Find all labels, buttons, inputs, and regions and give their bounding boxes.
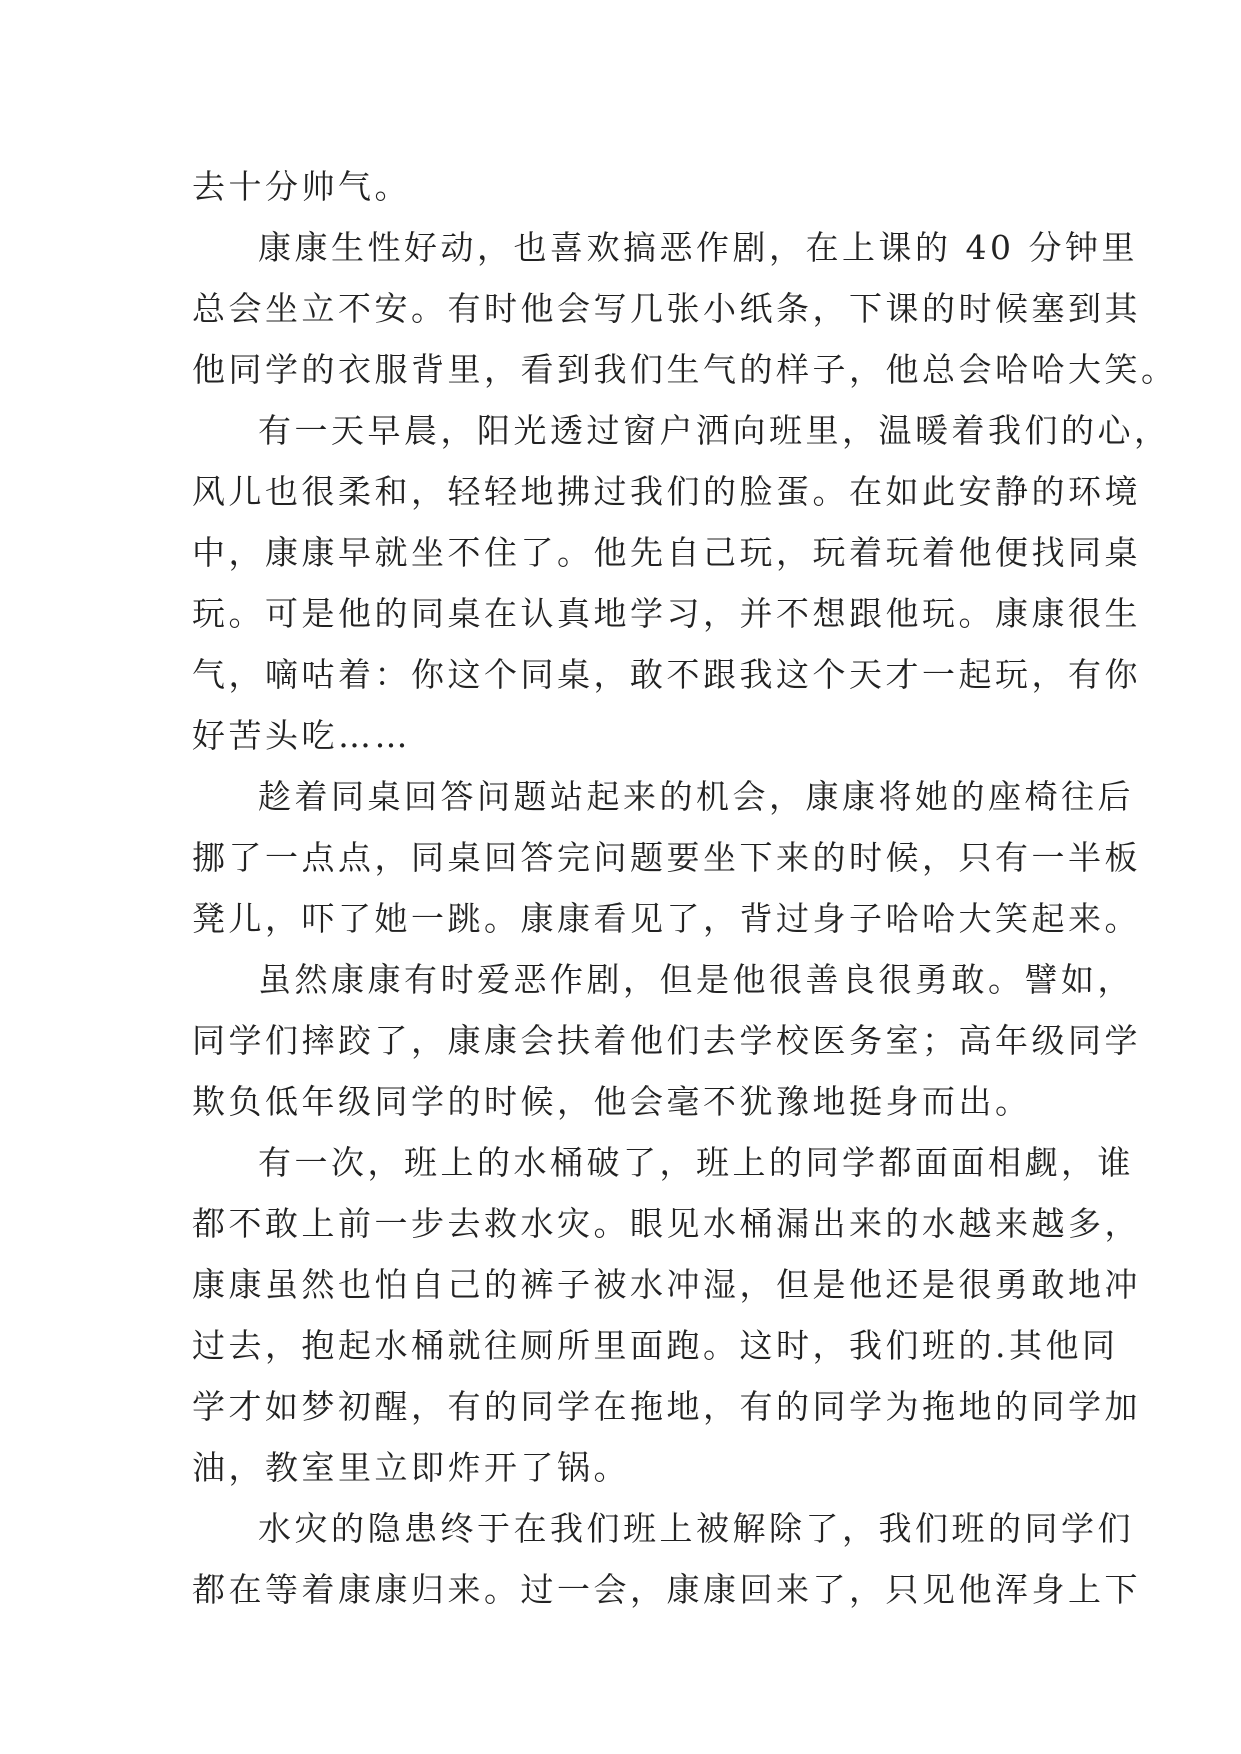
text-line: 挪了一点点，同桌回答完问题要坐下来的时候，只有一半板: [192, 838, 1141, 877]
text-line: 学才如梦初醒，有的同学在拖地，有的同学为拖地的同学加: [192, 1387, 1141, 1426]
text-line: 好苦头吃……: [192, 716, 411, 755]
text-line: 都在等着康康归来。过一会，康康回来了，只见他浑身上下: [192, 1570, 1141, 1609]
text-line: 玩。可是他的同桌在认真地学习，并不想跟他玩。康康很生: [192, 594, 1141, 633]
text-line: 去十分帅气。: [192, 167, 411, 206]
paragraph-start-line: 水灾的隐患终于在我们班上被解除了，我们班的同学们: [258, 1509, 1134, 1548]
paragraph-start-line: 虽然康康有时爱恶作剧，但是他很善良很勇敢。譬如，: [258, 960, 1134, 999]
text-line: 凳儿，吓了她一跳。康康看见了，背过身子哈哈大笑起来。: [192, 899, 1141, 938]
text-line: 油，教室里立即炸开了锅。: [192, 1448, 630, 1487]
text-line: 都不敢上前一步去救水灾。眼见水桶漏出来的水越来越多，: [192, 1204, 1141, 1243]
body-text: [192, 156, 1178, 1620]
text-line: 他同学的衣服背里，看到我们生气的样子，他总会哈哈大笑。: [192, 350, 1178, 389]
text-line: 欺负低年级同学的时候，他会毫不犹豫地挺身而出。: [192, 1082, 1032, 1121]
text-line: 气，嘀咕着：你这个同桌，敢不跟我这个天才一起玩，有你: [192, 655, 1141, 694]
paragraph-start-line: 有一天早晨，阳光透过窗户洒向班里，温暖着我们的心，: [258, 411, 1171, 450]
text-line: 同学们摔跤了，康康会扶着他们去学校医务室；高年级同学: [192, 1021, 1141, 1060]
text-line: 康康虽然也怕自己的裤子被水冲湿，但是他还是很勇敢地冲: [192, 1265, 1141, 1304]
text-line: 风儿也很柔和，轻轻地拂过我们的脸蛋。在如此安静的环境: [192, 472, 1141, 511]
text-line: 总会坐立不安。有时他会写几张小纸条，下课的时候塞到其: [192, 289, 1141, 328]
text-line: 过去，抱起水桶就往厕所里面跑。这时，我们班的.其他同: [192, 1326, 1119, 1365]
paragraph-start-line: 有一次，班上的水桶破了，班上的同学都面面相觑，谁: [258, 1143, 1134, 1182]
paragraph-start-line: 康康生性好动，也喜欢搞恶作剧，在上课的 40 分钟里: [258, 228, 1138, 267]
paragraph-start-line: 趁着同桌回答问题站起来的机会，康康将她的座椅往后: [258, 777, 1134, 816]
text-line: 中，康康早就坐不住了。他先自己玩，玩着玩着他便找同桌: [192, 533, 1141, 572]
